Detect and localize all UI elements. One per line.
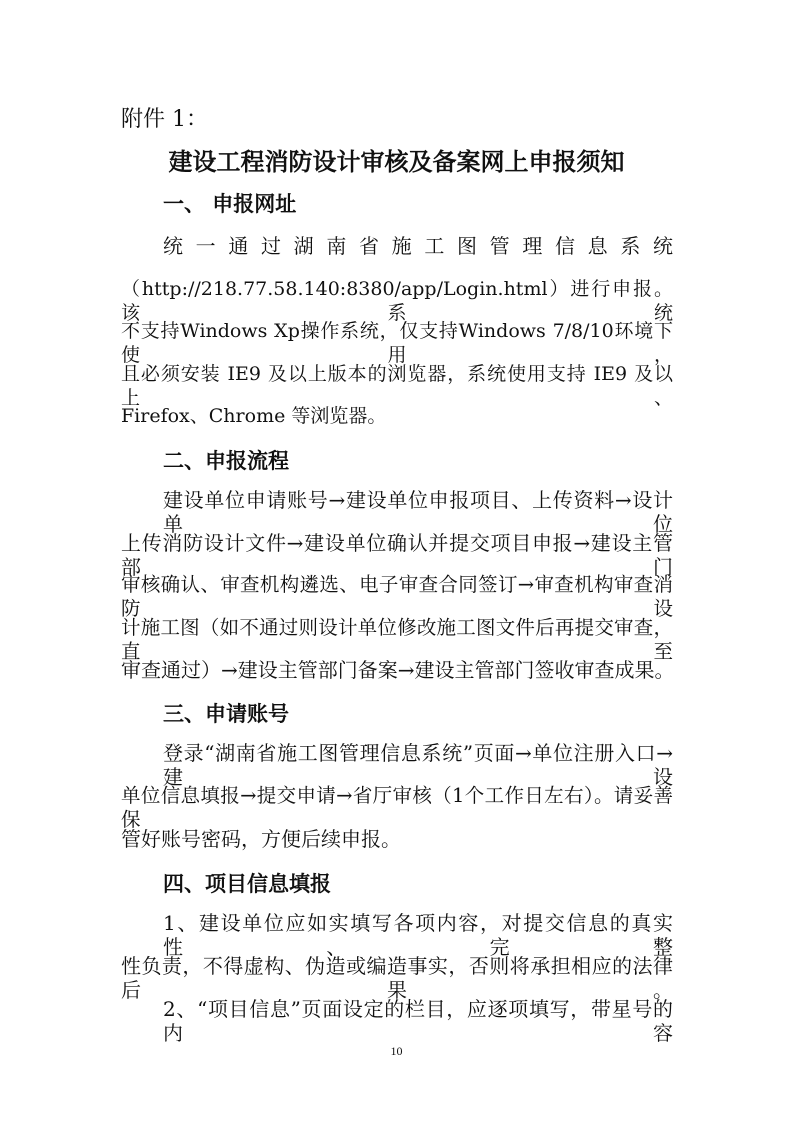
paragraph-line: 单位信息填报→提交申请→省厅审核（1个工作日左右）。请妥善保 (121, 784, 673, 831)
paragraph-line: （http://218.77.58.140:8380/app/Login.html）进行申报。该系统 (121, 278, 673, 324)
paragraph-line: 上传消防设计文件→建设单位确认并提交项目申报→建设主管部门 (121, 531, 673, 579)
paragraph-line: 性负责，不得虚构、伪造或编造事实，否则将承担相应的法律后果。 (121, 954, 673, 1002)
paragraph-line: 建设单位申请账号→建设单位申报项目、上传资料→设计单位 (163, 488, 673, 536)
section-heading: 四、项目信息填报 (163, 872, 331, 896)
paragraph-line: 且必须安装 IE9 及以上版本的浏览器，系统使用支持 IE9 及以上、 (121, 363, 673, 409)
paragraph-line: 2、“项目信息”页面设定的栏目，应逐项填写，带星号的内容 (163, 997, 673, 1045)
paragraph-line: 计施工图（如不通过则设计单位修改施工图文件后再提交审查，直至 (121, 616, 673, 663)
paragraph-line: 管好账号密码，方便后续申报。 (121, 827, 401, 851)
page-number: 10 (390, 1044, 403, 1058)
paragraph-line: 不支持Windows Xp操作系统，仅支持Windows 7/8/10环境下使用， (121, 320, 673, 366)
section-heading: 三、申请账号 (163, 702, 289, 726)
section-heading: 二、申报流程 (163, 449, 289, 473)
section-heading: 一、 申报网址 (163, 192, 297, 216)
attachment-label: 附件 1： (121, 107, 208, 132)
paragraph-line: 统一通过湖南省施工图管理信息系统 (163, 234, 673, 258)
paragraph-line: 审核确认、审查机构遴选、电子审查合同签订→审查机构审查消防设 (121, 573, 673, 620)
document-title: 建设工程消防设计审核及备案网上申报须知 (168, 148, 625, 176)
paragraph-line: Firefox、Chrome 等浏览器。 (121, 405, 387, 427)
paragraph-line: 登录“湖南省施工图管理信息系统”页面→单位注册入口→建设 (163, 741, 673, 789)
paragraph-line: 1、建设单位应如实填写各项内容，对提交信息的真实性、完整 (163, 911, 673, 959)
paragraph-line: 审查通过）→建设主管部门备案→建设主管部门签收审查成果。 (121, 658, 675, 682)
